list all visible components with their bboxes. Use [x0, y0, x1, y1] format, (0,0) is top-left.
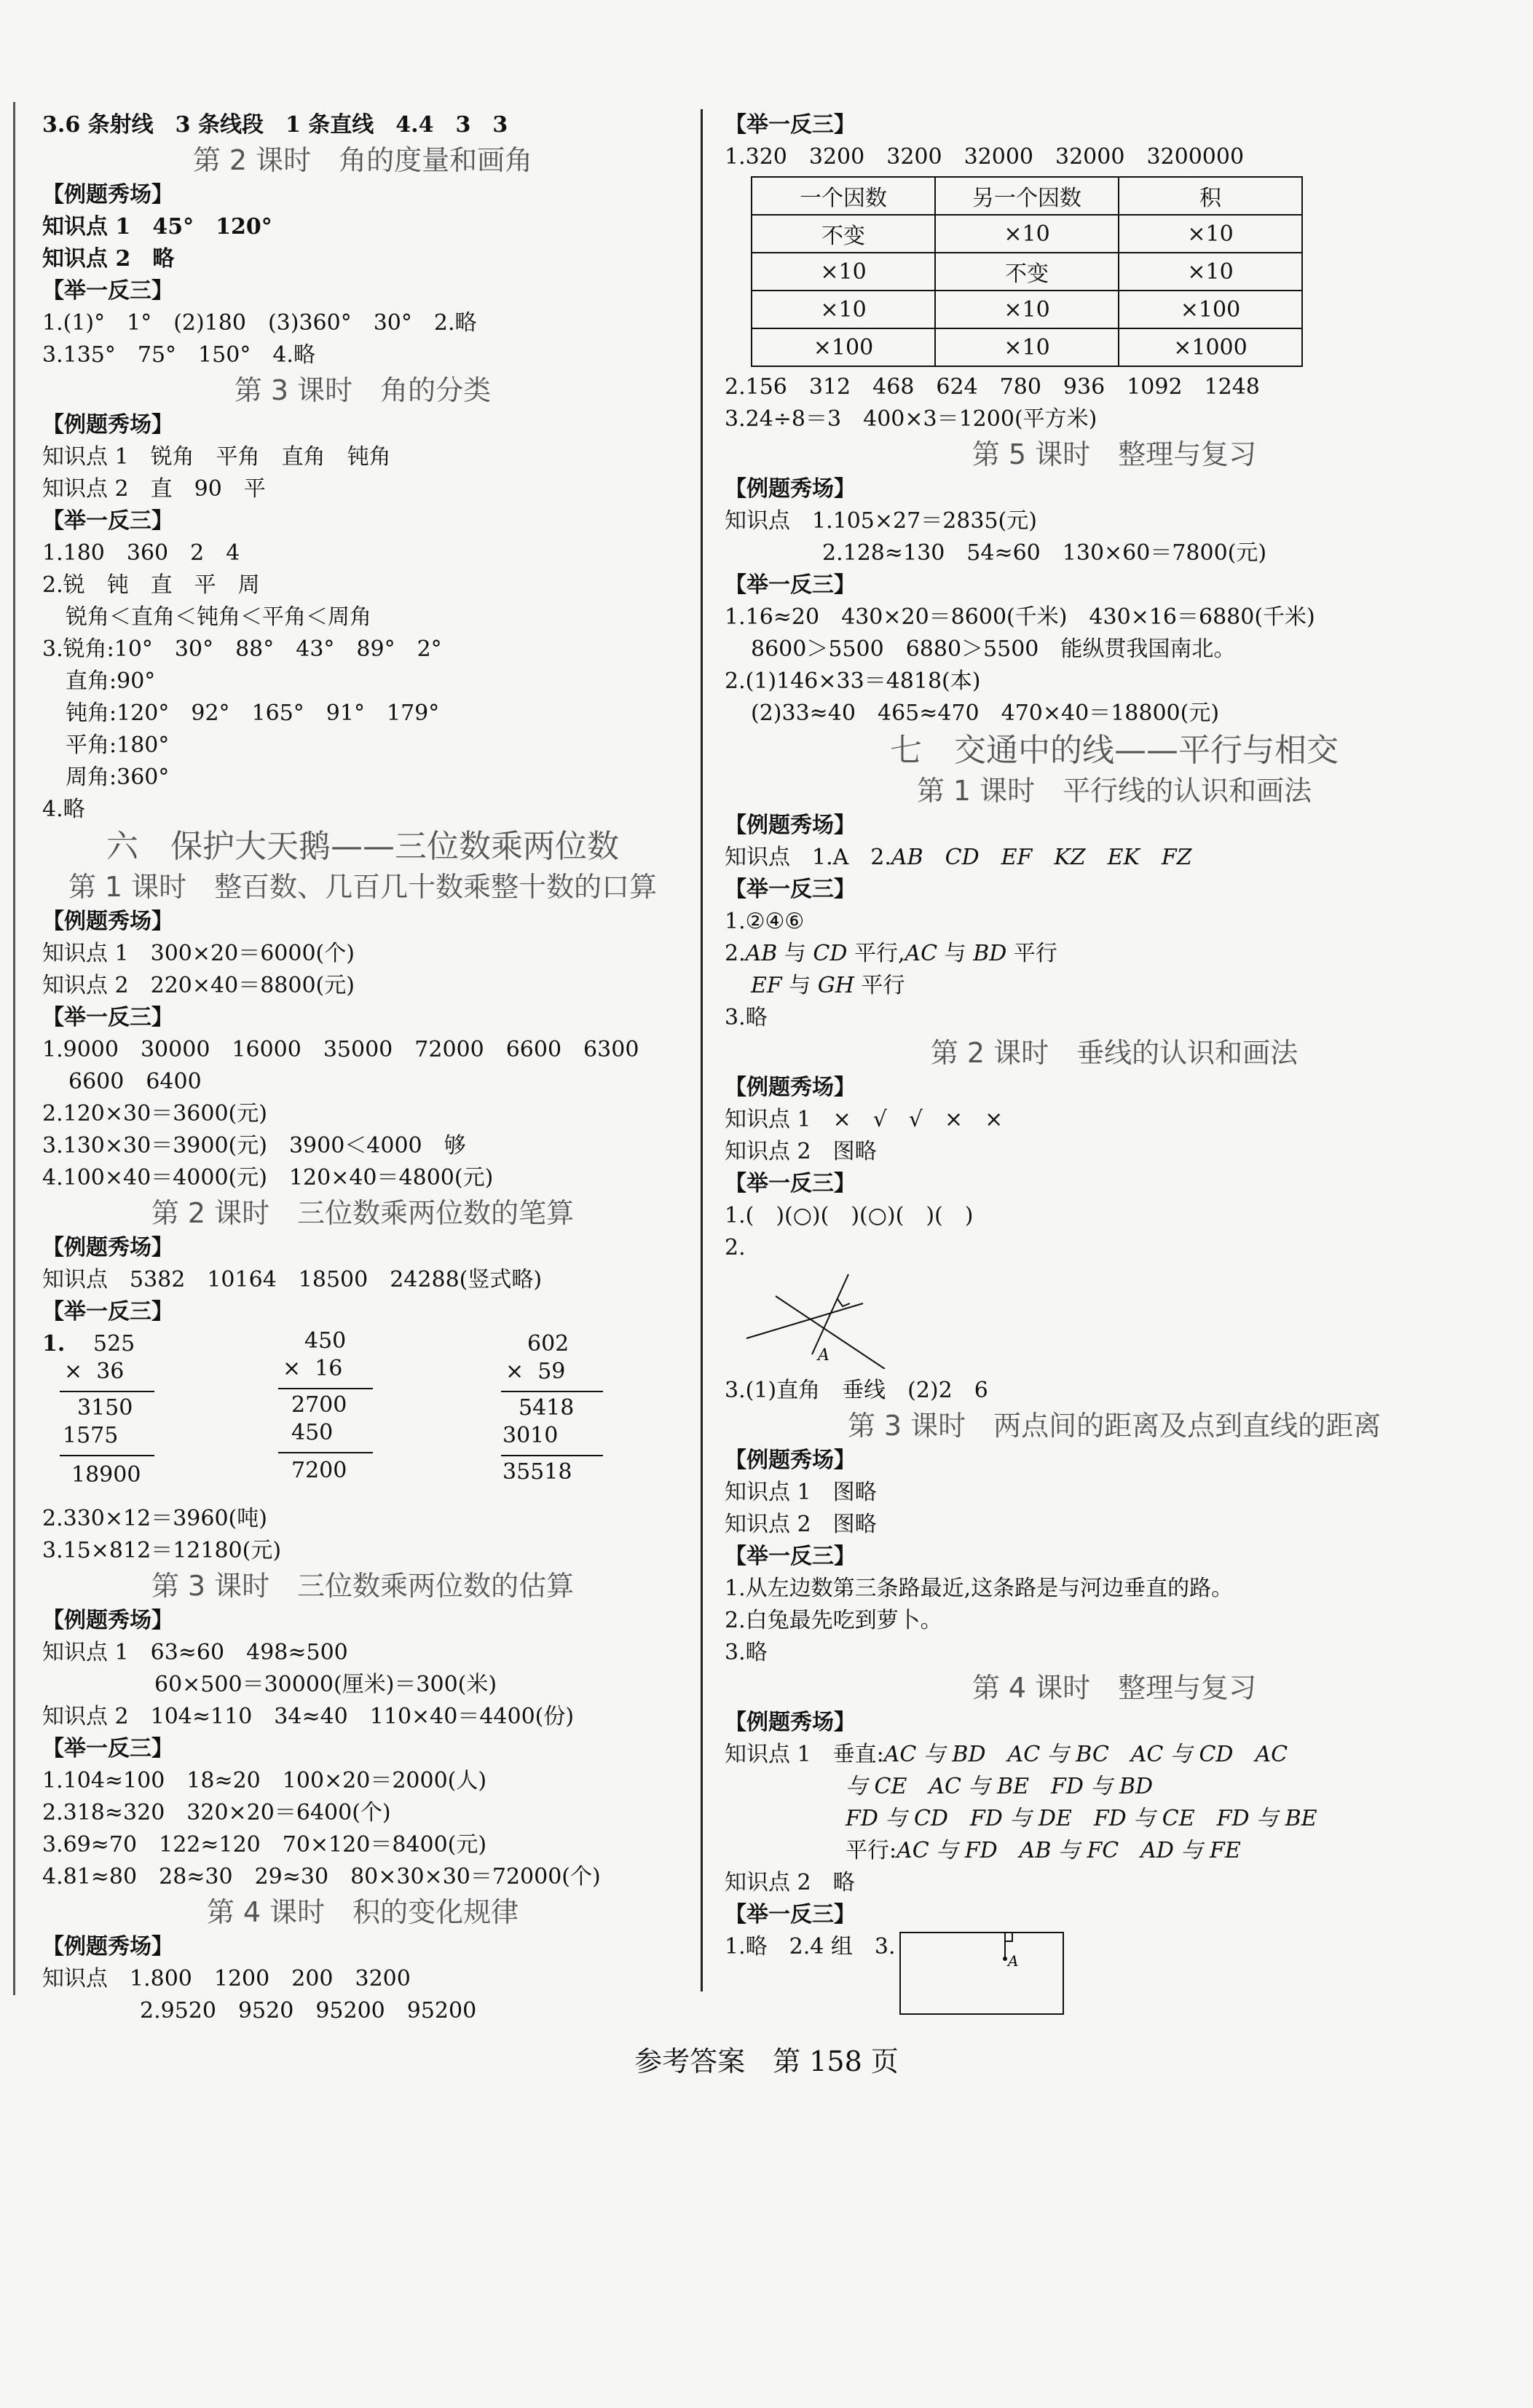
- answer-line: 2.330×12＝3960(吨): [42, 1506, 267, 1531]
- lesson-title: 第 3 课时 两点间的距离及点到直线的距离: [847, 1410, 1382, 1442]
- calc-c-rule: [501, 1391, 603, 1392]
- section-header: 【举一反三】: [42, 1005, 173, 1030]
- answer-line: 3.69≈70 122≈120 70×120＝8400(元): [42, 1832, 487, 1858]
- section-header: 【举一反三】: [725, 1171, 856, 1196]
- knowledge-point: 知识点 5382 10164 18500 24288(竖式略): [42, 1267, 543, 1292]
- calc-a-result: 18900: [71, 1462, 141, 1488]
- right-column: [725, 109, 1504, 2018]
- calc-c-partial-1: 5418: [519, 1395, 575, 1421]
- table-header-cell: 另一个因数: [935, 177, 1119, 215]
- knowledge-point: 知识点 2 图略: [725, 1139, 877, 1164]
- perpendicular-pairs: FD 与 CD FD 与 DE FD 与 CE FD 与 BE: [846, 1806, 1317, 1831]
- connector-text: 平行: [1006, 941, 1057, 966]
- table-cell: ×10: [935, 215, 1119, 253]
- calc-b-top: 450: [304, 1328, 347, 1354]
- calc-c-multiplier: × 59: [505, 1359, 566, 1384]
- answer-line: 3.略: [725, 1640, 768, 1665]
- rectangle-shape: [900, 1933, 1063, 2014]
- answer-line: [725, 938, 1504, 970]
- answer-line: 3.135° 75° 150° 4.略: [42, 342, 315, 368]
- calc-b-partial-2: 450: [291, 1420, 334, 1445]
- lesson-title: 第 5 课时 整理与复习: [972, 438, 1257, 470]
- section-header: 【例题秀场】: [42, 412, 173, 438]
- knowledge-point: 知识点 2 略: [42, 246, 175, 272]
- knowledge-point: 知识点 1 锐角 平角 直角 钝角: [42, 444, 391, 470]
- knowledge-point: 知识点 1.105×27＝2835(元): [725, 508, 1037, 534]
- item-number: 2.: [725, 941, 746, 966]
- answer-line: 1.(1)° 1° (2)180 (3)360° 30° 2.略: [42, 310, 477, 336]
- section-header: 【举一反三】: [42, 278, 173, 304]
- calc-a-top: 525: [93, 1331, 135, 1357]
- connector-text: 与: [777, 941, 813, 966]
- knowledge-point: [725, 842, 1504, 874]
- lesson-title: 第 2 课时 三位数乘两位数的笔算: [151, 1197, 575, 1229]
- diagram-line: [746, 1303, 863, 1338]
- section-header: 【例题秀场】: [42, 1934, 173, 1959]
- table-header-cell: 一个因数: [752, 177, 935, 215]
- knowledge-point: 知识点 1 300×20＝6000(个): [42, 941, 355, 966]
- knowledge-point-label: 知识点 1 垂直:: [725, 1742, 884, 1767]
- calc-c-rule: [501, 1455, 603, 1456]
- parallel-pairs-line: [725, 1835, 1504, 1867]
- line-name: GH: [817, 973, 854, 998]
- section-header: 【举一反三】: [42, 508, 173, 534]
- answer-line: 3.15×812＝12180(元): [42, 1538, 282, 1563]
- line-name: AB: [745, 941, 778, 966]
- answer-line: 3.(1)直角 垂线 (2)2 6: [725, 1378, 988, 1403]
- lesson-title: 第 2 课时 角的度量和画角: [192, 144, 533, 176]
- answer-line: 3.130×30＝3900(元) 3900＜4000 够: [42, 1133, 466, 1158]
- lesson-title: 第 1 课时 整百数、几百几十数乘整十数的口算: [68, 871, 658, 903]
- knowledge-point: 知识点 1 45° 120°: [42, 214, 272, 240]
- knowledge-point: [725, 1739, 1504, 1771]
- section-header: 【例题秀场】: [725, 1448, 856, 1473]
- answer-line: 2.156 312 468 624 780 936 1092 1248: [725, 374, 1260, 400]
- diagram-line: [812, 1274, 848, 1354]
- right-angle-mark: [1005, 1933, 1012, 1941]
- knowledge-point: 知识点 2 直 90 平: [42, 476, 266, 502]
- answer-line: 2.120×30＝3600(元): [42, 1101, 267, 1126]
- table-cell: ×10: [935, 291, 1119, 328]
- lesson-title: 第 3 课时 角的分类: [234, 374, 492, 406]
- lesson-title: 第 2 课时 垂线的认识和画法: [930, 1037, 1298, 1069]
- calc-b-rule: [278, 1388, 373, 1389]
- section-header: 【举一反三】: [42, 1299, 173, 1325]
- section-header: 【举一反三】: [725, 1544, 856, 1569]
- answer-line: 1.180 360 2 4: [42, 540, 240, 566]
- table-row: [752, 215, 1302, 253]
- final-answer-row: [725, 1931, 1504, 2018]
- answer-line: 2.: [725, 1235, 746, 1260]
- line-name: AC: [905, 941, 938, 966]
- item-number: 1.: [42, 1331, 66, 1357]
- knowledge-point: 知识点 2 104≈110 34≈40 110×40＝4400(份): [42, 1704, 575, 1729]
- section-header: 【例题秀场】: [42, 1235, 173, 1260]
- calc-b-result: 7200: [291, 1458, 347, 1483]
- right-angle-mark: [838, 1299, 850, 1306]
- vertical-multiplication-group: [42, 1328, 683, 1503]
- answer-line: 4.略: [42, 797, 85, 822]
- point-label: A: [1007, 1952, 1018, 1970]
- line-names: AB CD EF KZ EK FZ: [891, 845, 1192, 870]
- answer-line: 1.略 2.4 组 3.: [725, 1934, 896, 1959]
- section-header: 【举一反三】: [725, 1902, 856, 1927]
- section-header: 【例题秀场】: [725, 1710, 856, 1735]
- table-row: [752, 253, 1302, 291]
- section-header: 【例题秀场】: [42, 909, 173, 934]
- table-cell: ×1000: [1119, 328, 1302, 366]
- table-cell: ×100: [1119, 291, 1302, 328]
- answer-line: 8600＞5500 6880＞5500 能纵贯我国南北。: [751, 636, 1236, 662]
- table-row: [752, 328, 1302, 366]
- section-header: 【举一反三】: [725, 572, 856, 598]
- answer-line: 1.从左边数第三条路最近,这条路是与河边垂直的路。: [725, 1576, 1234, 1601]
- table-row: [752, 291, 1302, 328]
- answer-line: 3.略: [725, 1005, 768, 1030]
- left-column: [42, 109, 683, 2027]
- answer-line: [725, 970, 1504, 1002]
- knowledge-point: 知识点 2 图略: [725, 1512, 877, 1537]
- answer-line: 2.(1)146×33＝4818(本): [725, 668, 981, 694]
- parallel-label: 平行:: [846, 1838, 897, 1863]
- answer-line: 2.锐 钝 直 平 周: [42, 572, 260, 598]
- point-a: [1003, 1957, 1007, 1961]
- knowledge-point-cont: 60×500＝30000(厘米)＝300(米): [154, 1672, 497, 1697]
- calc-c-result: 35518: [503, 1459, 572, 1485]
- answer-line: 1.( )(○)( )(○)( )( ): [725, 1203, 974, 1228]
- line-name: BD: [973, 941, 1007, 966]
- section-header: 【举一反三】: [725, 112, 856, 138]
- knowledge-point: 知识点 2 略: [725, 1870, 855, 1895]
- knowledge-point: 知识点 1 图略: [725, 1480, 877, 1505]
- factor-product-table: [751, 176, 1303, 367]
- calc-a-multiplier: × 36: [64, 1359, 125, 1384]
- answer-line: 1.104≈100 18≈20 100×20＝2000(人): [42, 1768, 487, 1793]
- page-footer: 参考答案 第 158 页: [634, 2045, 899, 2077]
- table-cell: ×10: [935, 328, 1119, 366]
- parallel-pairs: AC 与 FD AB 与 FC AD 与 FE: [896, 1838, 1241, 1863]
- answer-line: 钝角:120° 92° 165° 91° 179°: [66, 700, 440, 726]
- perpendicular-pairs: 与 CE AC 与 BE FD 与 BD: [846, 1774, 1154, 1799]
- section-header: 【例题秀场】: [725, 476, 856, 502]
- answer-line: 6600 6400: [68, 1069, 202, 1094]
- calc-b-multiplier: × 16: [283, 1356, 343, 1381]
- knowledge-point: 知识点 1.800 1200 200 3200: [42, 1966, 411, 1991]
- answer-line: 3.24÷8＝3 400×3＝1200(平方米): [725, 406, 1097, 432]
- calc-b-rule: [278, 1452, 373, 1453]
- perpendicular-lines-diagram: [725, 1267, 914, 1369]
- answer-line: 2.白兔最先吃到萝卜。: [725, 1608, 942, 1633]
- answer-line: 1.②④⑥: [725, 909, 805, 934]
- answer-line: (2)33≈40 465≈470 470×40＝18800(元): [751, 700, 1220, 726]
- answer-line: 平角:180°: [66, 733, 170, 758]
- perpendicular-pairs: AC 与 BD AC 与 BC AC 与 CD AC: [883, 1742, 1288, 1767]
- page-edge-rule: [13, 102, 15, 1995]
- calc-a-partial-2: 1575: [63, 1423, 119, 1448]
- section-header: 【例题秀场】: [725, 813, 856, 838]
- connector-text: 平行: [854, 973, 905, 998]
- section-header: 【例题秀场】: [42, 182, 173, 208]
- column-divider: [701, 109, 703, 1991]
- knowledge-point: 知识点 1 63≈60 498≈500: [42, 1640, 348, 1665]
- table-cell: 不变: [752, 215, 935, 253]
- knowledge-point: 知识点 2 220×40＝8800(元): [42, 973, 355, 998]
- table-cell: ×10: [1119, 253, 1302, 291]
- answer-line: 2.318≈320 320×20＝6400(个): [42, 1800, 391, 1825]
- calc-a-rule: [60, 1455, 154, 1456]
- answer-line: 1.9000 30000 16000 35000 72000 6600 6300: [42, 1037, 639, 1062]
- answer-line: 周角:360°: [66, 765, 170, 790]
- point-label: A: [818, 1346, 829, 1365]
- table-cell: ×100: [752, 328, 935, 366]
- knowledge-point: 知识点 1 × √ √ × ×: [725, 1107, 1004, 1132]
- lesson-title: 第 3 课时 三位数乘两位数的估算: [151, 1570, 575, 1602]
- calc-a-rule: [60, 1391, 154, 1392]
- unit-title: 六 保护大天鹅——三位数乘两位数: [106, 828, 619, 865]
- section-header: 【例题秀场】: [725, 1075, 856, 1100]
- answer-line: 3.锐角:10° 30° 88° 43° 89° 2°: [42, 636, 442, 662]
- connector-text: 平行,: [847, 941, 905, 966]
- knowledge-point-label: 知识点 1.A 2.: [725, 845, 891, 870]
- table-header-row: [752, 177, 1302, 215]
- table-cell: ×10: [752, 291, 935, 328]
- unit-title: 七 交通中的线——平行与相交: [890, 732, 1339, 769]
- table-header-cell: 积: [1119, 177, 1302, 215]
- answer-line: 1.16≈20 430×20＝8600(千米) 430×16＝6880(千米): [725, 604, 1315, 630]
- knowledge-point-cont: 2.9520 9520 95200 95200: [140, 1998, 477, 2024]
- calc-b-partial-1: 2700: [291, 1392, 347, 1418]
- connector-text: 与: [937, 941, 974, 966]
- line-name: CD: [813, 941, 848, 966]
- answer-line: 4.81≈80 28≈30 29≈30 80×30×30＝72000(个): [42, 1864, 601, 1890]
- diagram-line: [776, 1296, 885, 1369]
- calc-c-top: 602: [527, 1331, 570, 1357]
- lesson-title: 第 4 课时 积的变化规律: [206, 1896, 519, 1928]
- knowledge-point-cont: 2.128≈130 54≈60 130×60＝7800(元): [822, 540, 1267, 566]
- rectangle-diagram: [899, 1931, 1066, 2018]
- table-cell: 不变: [935, 253, 1119, 291]
- section-header: 【举一反三】: [42, 1736, 173, 1761]
- lesson-title: 第 1 课时 平行线的认识和画法: [916, 775, 1312, 807]
- calc-c-partial-2: 3010: [503, 1423, 559, 1448]
- section-header: 【例题秀场】: [42, 1608, 173, 1633]
- answer-line: 直角:90°: [66, 668, 156, 694]
- connector-text: 与: [781, 973, 818, 998]
- calc-a-partial-1: 3150: [77, 1395, 133, 1421]
- lesson-title: 第 4 课时 整理与复习: [972, 1672, 1257, 1704]
- answer-line: 4.100×40＝4000(元) 120×40＝4800(元): [42, 1165, 494, 1191]
- table-cell: ×10: [752, 253, 935, 291]
- table-cell: ×10: [1119, 215, 1302, 253]
- answer-line: 1.320 3200 3200 32000 32000 3200000: [725, 144, 1245, 170]
- answer-line: 锐角＜直角＜钝角＜平角＜周角: [66, 604, 371, 630]
- line-name: EF: [751, 973, 782, 998]
- section-header: 【举一反三】: [725, 877, 856, 902]
- answer-line: 3.6 条射线 3 条线段 1 条直线 4.4 3 3: [42, 112, 508, 138]
